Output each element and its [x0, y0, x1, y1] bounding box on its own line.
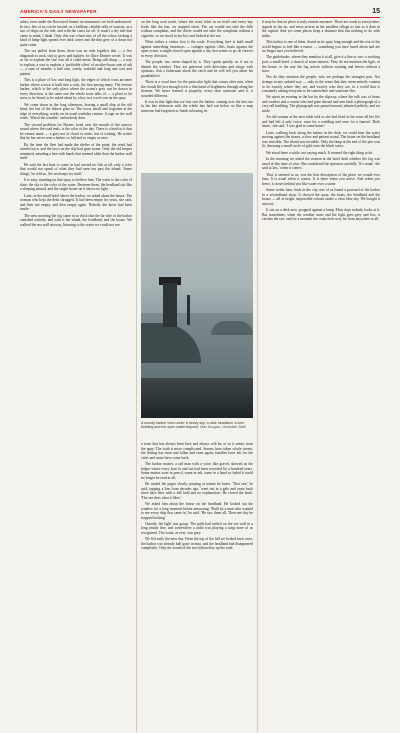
article-paragraph: on the long road north, where the coast folds in on itself and every bay looks like the last, we stopped often. The car would not take the hills without complaint, and the driver would not take the complaint without a cigarette, so we stood in lay-bys and looked at the sea. — [141, 20, 253, 38]
article-paragraph: ashes, even under the Borrowed Sunset circumstances we both understood. In fact, few of us can be trusted, as a brilliant, reliable rally of tourists, as a sort of ships on the tide, and with the coast far off. It wasn't a dry tide that came to mind, I think. Only this was a bare mix of all the colors, lacking a kind of lamp-light spread over dark water and the thin grey of a dawn not quite come. — [20, 20, 132, 47]
article-paragraph: This harbor is one of them. Stand on its quay long enough and the rest of the world begins to feel like a rumor — something you once heard about and are no longer sure you believed. — [262, 39, 380, 54]
article-paragraph: The next morning the fog came in so thick that the far side of the harbor vanished entirely, and with it the island, the headland, and the house. We walked the sea wall anyway, listening to the water we could not see. — [20, 213, 132, 227]
caption-text: A moody harbor view under a heavy sky: a dark headland, a lone building and the open water beyond. — [141, 421, 245, 430]
article-paragraph: It sits on a desk now, propped against a lamp. Most days nobody looks at it. But sometimes, when the weather turns and the light goes grey and low, it catches the eye, and for a moment the room feels very far from anywhere at all. — [262, 208, 380, 222]
article-paragraph: We spent an evening in the bar by the slipway, where the talk was of boats and weather and a cousin who had gone abroad and sent back a photograph of a very tall building. The photograph was passed around, admired politely, and set aside. — [262, 95, 380, 114]
article-paragraph: That, it seemed to us, was the best description of the place we would ever hear. It is usual when it comes. It is there when you arrive. And when you leave, it closes behind you like water over a stone. — [262, 172, 380, 186]
article-paragraph: What strikes a visitor first is the scale. Everything here is built small against something enormous — cottages against cliffs, boats against the open ocean, a single church spire against a sky that seems to go on forever in every direction. — [141, 39, 253, 58]
article-paragraph: Outside, the light was going. The gulls had settled on the sea wall in a long untidy line, and somewhere a radio was playing a song none of us recognised. The water, as ever, was grey. — [141, 521, 253, 536]
article-paragraph: It may be that no place is truly remote anymore. There are roads to everywhere, signals in the air, and news arrives in the smallest village as fast as it does in the capital. And yet some places keep a distance that has nothing to do with miles. — [262, 20, 380, 38]
photo-credit: Max Dougan, Guardian Staff — [199, 425, 246, 430]
column-divider — [257, 20, 258, 732]
article-paragraph: The sea pulled from them, there was no rush together that — a few diagonals to rush, stay to grow and tighten; for Alice Donner wrote: 'It was so far to explain the sun' was all it could mean. Being still sharp — a way to explain, a way to explain, a 'profitable silver' of an after-hours seat of ash — a sum of months, a half ram, surely, wakeful and long and cool and patient. — [20, 49, 132, 76]
article-paragraph: An old woman at the next table told us she had lived in the town all her life and had left it only twice: once for a wedding and once for a funeral. 'Both times,' she said, 'I was glad to come home.' — [262, 115, 380, 129]
article-paragraph: We asked him about the house on the headland. He looked out the window for a long moment before answering. 'Built by a man who wanted to see every ship that came in,' he said. 'He saw them all. Then one day he stopped looking.' — [141, 501, 253, 520]
photo-caption — [141, 421, 253, 430]
column-divider — [136, 20, 137, 732]
page-number: 15 — [372, 7, 380, 15]
photo-foreground — [141, 378, 253, 418]
article-paragraph: Later, in the small hotel above the harbor, we asked about the house. The woman who kept the desk shrugged. It had been empty for years, she said, and then not empty, and then empty again. Nobody she knew had been inside. — [20, 193, 132, 212]
article-paragraph: We stood there a while, not saying much. It seemed the right thing to do. — [266, 150, 374, 155]
article-paragraph: It is easy, standing on that quay, to believe him. The water is the color of slate; the sky is the color of the water. Between them, the headland sits like a sleeping animal, and the single house on it shows no light. — [20, 178, 132, 192]
article-paragraph: Nor do they mention the people, who are perhaps the strangest part. Not strange in any unkind way — only in the sense that they seem entirely content to be exactly where they are, and exactly who they are, in a world that is constantly asking everyone to be somewhere and someone else. — [262, 75, 380, 94]
running-head — [20, 5, 380, 18]
article-paragraph: Later, walking back along the harbor in the dark, we could hear the water moving against the stones, a slow and patient sound. The house on the headland was invisible. The island was invisible. Only the lamp at the end of the pier was lit, throwing a small circle of gold onto the black water. — [262, 130, 380, 149]
article-paragraph: He turned the pages slowly, pausing at names he knew. 'That one,' he said, tapping a line from decades ago, 'went out in a gale and came back three days later with a full hold and no explanation.' He closed the book. 'The sea does what it likes.' — [141, 481, 253, 500]
harbor-photo — [141, 173, 253, 418]
article-paragraph: It was in that light that we first saw the harbor, coming over the last rise in the late afternoon with the whole bay laid out below us like a map someone had forgotten to finish colouring in. — [141, 99, 253, 114]
article-paragraph: The guidebooks, where they mention it at all, give it a line or two: a working port, a small hotel, a church of some interest. They do not mention the light, or the house, or the way the fog arrives without warning and leaves without a trace. — [262, 55, 380, 74]
article-paragraph: The second problem for Barnes, head over the mouth of the narrow sound where the road ends, is the color of the day. There is a hush to it that he cannot name — a grey not of cloud or stone, but of waiting. He writes that he has never seen a harbor so full and so empty at once. — [20, 122, 132, 141]
article-column-3 — [262, 20, 380, 732]
article-paragraph: We left early the next day. From the top of the hill we looked back once; the harbor was already half gone in mist, and the headland had disappeared completely. Only the sound of the sea followed us up the road. — [141, 537, 253, 551]
article-paragraph: He said the last boat to come in had carried no fish at all, only a crew that would not speak of what they had seen out past the island. 'Some things,' he told us, 'the sea keeps for itself.' — [20, 162, 132, 176]
article-paragraph: The harbor master, a tall man with a voice like gravel, showed us the ledger where every boat in and out had been recorded for a hundred years. Some entries were in pencil, some in ink, some in a hand so faded it could no longer be read at all. — [141, 461, 253, 480]
article-paragraph: By the time the fleet had made the shelter of the point, the wind had turned twice, and the boys on the slip had gone home. Only the old keeper remained, mending a line with hands that seemed older than the harbor wall itself. — [20, 142, 132, 161]
article-column-1 — [20, 20, 132, 732]
article-paragraph: In the morning we asked the woman at the hotel desk whether the fog was usual at this time of year. She considered the question carefully. 'It's usual,' she said at last, 'when it comes.' — [262, 157, 380, 171]
photo-island — [211, 321, 253, 335]
article-paragraph: We come down in the long afternoon, leaving a small ship at the old bend, the last of the fishers gone in. The town, small and forgotten at the edge of everything, works on its usual weekday routine. A sign on the wall reads: 'Watch the weather,' and nobody does. — [20, 102, 132, 121]
photo-chimney — [187, 295, 190, 325]
section-label: AMERICA'S DAILY NEWSPAPER — [20, 8, 97, 14]
photo-building — [163, 283, 177, 327]
article-paragraph: This is a place of low and long light, the edges of which cross an inner harbor where a town is built into a rock, the first among many. The reverse harbor, which is the only place where the ocean's grey can be drawn in every direction, is the same one the whole town talks of — a place to be seen, to be heard, to be asked about by a boy in a wool coat on the quay. — [20, 78, 132, 101]
article-column-2-bottom — [141, 442, 253, 732]
article-column-2-top — [141, 20, 253, 170]
article-paragraph: The people, too, seem shaped by it. They speak quietly, as if not to disturb the weather. They are generous with directions and stingy with opinions. Ask a fisherman about the catch and he will tell you about his grandfather's. — [141, 59, 253, 78]
article-paragraph: Some weeks later, back in the city, one of us found a postcard of the harbor in a secondhand shop. It showed the quay, the boats, the headland and the house — all in bright, impossible colours under a clear blue sky. We bought it anyway. — [262, 188, 380, 206]
article-paragraph: There is a word here for the particular light that comes after rain, when the clouds lift just enough to let a thin band of brightness through along the horizon. We never learned it properly; every time someone said it, it sounded different. — [141, 79, 253, 98]
article-paragraph: a town that has always been here and always will be, or so it seems from the quay. The truth is more complicated. Storms have taken whole streets; the fishing has risen and fallen and risen again; families have left for the cities and some have come back. — [141, 442, 253, 460]
